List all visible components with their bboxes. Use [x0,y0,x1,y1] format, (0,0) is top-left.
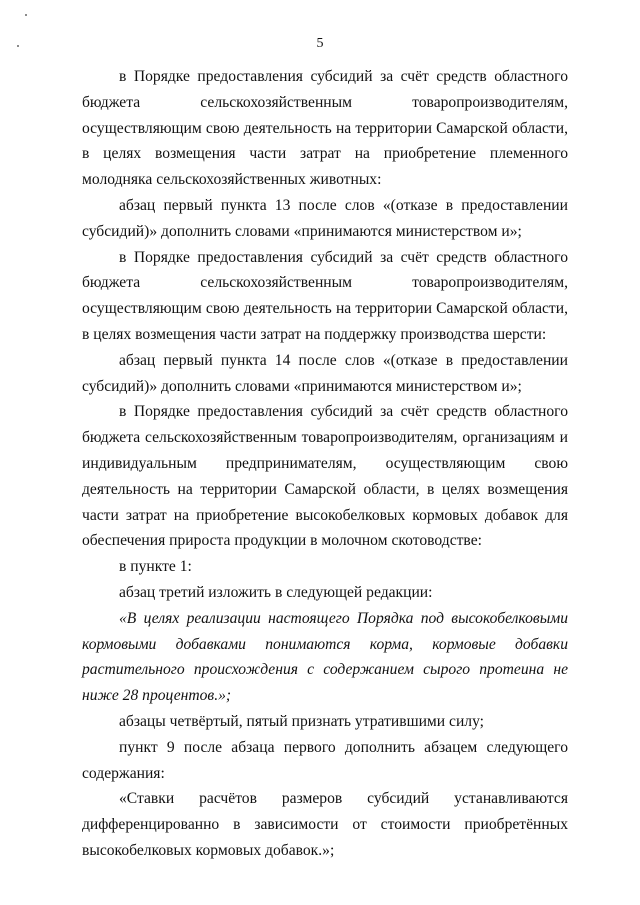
paragraph: «В целях реализации настоящего Порядка под высокобелковыми кормовыми добавками понимаются корма, кормовые добавки растительного происхождения с содержанием сырого протеина не ниже 28 процентов.»; [82,609,568,705]
paragraph: «Ставки расчётов размеров субсидий устанавливаются дифференцированно в зависимости от стоимости приобретённых высокобелковых кормовых добавок.»; [82,790,568,859]
paragraph: в Порядке предоставления субсидий за счёт средств областного бюджета сельскохозяйственным товаропроизводителям, осуществляющим свою деятельность на территории Самарской области, в целях возмещения части затрат на поддержку производства шерсти: [82,248,568,343]
paragraph: в Порядке предоставления субсидий за счёт средств областного бюджета сельскохозяйственным товаропроизводителям, организациям и индивидуальным предпринимателям, осуществляющим свою деятельность на территории Самарской области, в целях возмещения части затрат на приобретение высокобелковых кормовых добавок для обеспечения прироста продукции в молочном скотоводстве: [82,403,568,550]
paragraph: абзацы четвёртый, пятый признать утратившими силу; [119,712,485,730]
document-body [82,64,568,864]
paragraph: абзац первый пункта 14 после слов «(отказе в предоставлении субсидий)» дополнить словами «принимаются министерством и»; [82,351,568,395]
page-number: 5 [316,36,324,51]
paragraph: пункт 9 после абзаца первого дополнить абзацем следующего содержания: [82,738,568,782]
scan-speck [25,14,27,16]
paragraph: в Порядке предоставления субсидий за счёт средств областного бюджета сельскохозяйственным товаропроизводителям, осуществляющим свою деятельность на территории Самарской области, в целях возмещения части затрат на приобретение племенного молодняка сельскохозяйственных животных: [82,68,568,189]
paragraph: абзац третий изложить в следующей редакции: [119,583,433,601]
paragraph: абзац первый пункта 13 после слов «(отказе в предоставлении субсидий)» дополнить словами «принимаются министерством и»; [82,196,568,240]
paragraph: в пункте 1: [119,558,192,576]
